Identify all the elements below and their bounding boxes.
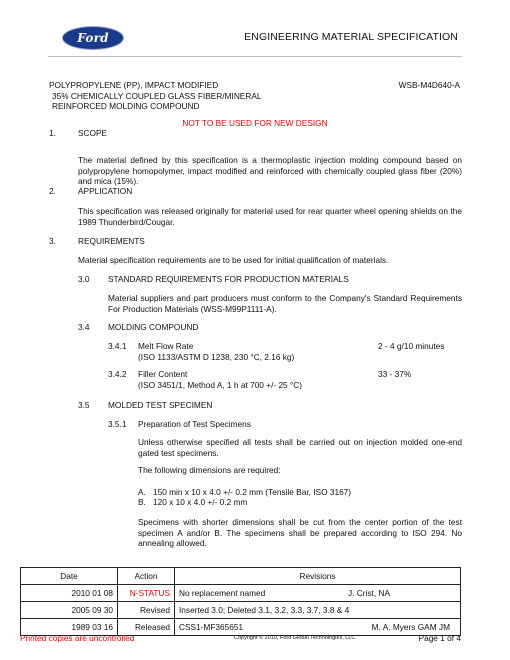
revision-action: Revised bbox=[118, 602, 175, 619]
revision-author: J. Crist, NA bbox=[348, 588, 390, 598]
section-3-0-heading: STANDARD REQUIREMENTS FOR PRODUCTION MATERIALS bbox=[108, 274, 349, 284]
filler-content-label bbox=[138, 369, 302, 390]
melt-flow-method: (ISO 1133/ASTM D 1238, 230 °C, 2.16 kg) bbox=[138, 351, 295, 362]
uncontrolled-notice: Printed copies are uncontrolled bbox=[20, 633, 135, 643]
material-line-3: REINFORCED MOLDING COMPOUND bbox=[52, 101, 200, 112]
revision-cell bbox=[175, 602, 461, 619]
revision-date: 1989 03 16 bbox=[21, 619, 118, 636]
section-3-4-heading: MOLDING COMPOUND bbox=[108, 322, 199, 332]
page-number: Page 1 of 4 bbox=[418, 633, 461, 643]
item-3-5-1-number: 3.5.1 bbox=[108, 419, 127, 429]
revision-text: No replacement named bbox=[179, 588, 266, 598]
dimension-b-text: 120 x 10 x 4.0 +/- 0.2 mm bbox=[153, 497, 248, 507]
section-3-0-text: Material suppliers and part producers must conform to the Company's Standard Requirements For Production Materials (WSS-M99P1111-A). bbox=[108, 293, 462, 314]
dimensions-intro: The following dimensions are required: bbox=[138, 465, 281, 475]
section-3-5-heading: MOLDED TEST SPECIMEN bbox=[108, 400, 213, 410]
dimension-a-text: 150 min x 10 x 4.0 +/- 0.2 mm (Tensile Bar, ISO 3167) bbox=[153, 487, 352, 497]
section-2-heading: APPLICATION bbox=[78, 186, 133, 196]
filler-content-value: 33 - 37% bbox=[378, 369, 412, 379]
scope-text: The material defined by this specification is a thermoplastic injection molding compound based on polypropylene homopolymer, impact modified and reinforced with chemically coupled glass fiber (20%) and mica (15%). bbox=[78, 155, 462, 187]
material-line-1: POLYPROPYLENE (PP), IMPACT MODIFIED bbox=[49, 80, 219, 90]
revision-date: 2010 01 08 bbox=[21, 585, 118, 602]
dimension-b-label: B. bbox=[138, 497, 146, 507]
dimension-a-label: A. bbox=[138, 487, 146, 497]
section-3-number: 3. bbox=[49, 236, 56, 246]
copyright-notice: Copyright © 2010, Ford Global Technologies, LLC bbox=[234, 635, 356, 641]
revision-header-row bbox=[21, 568, 461, 585]
ford-logo bbox=[62, 26, 124, 50]
item-3-4-1-number: 3.4.1 bbox=[108, 341, 127, 351]
revisions-header: Revisions bbox=[175, 568, 461, 585]
date-header: Date bbox=[21, 568, 118, 585]
item-3-4-2-number: 3.4.2 bbox=[108, 369, 127, 379]
section-3-5-number: 3.5 bbox=[78, 400, 90, 410]
filler-content-method: (ISO 3451/1, Method A, 1 h at 700 +/- 25 °C) bbox=[138, 379, 303, 390]
requirements-text: Material specification requirements are to be used for initial qualification of materials. bbox=[78, 255, 389, 265]
revision-text: Inserted 3.0; Deleted 3.1, 3.2, 3.3, 3.7, 3.8 & 4 bbox=[179, 605, 350, 615]
section-1-heading: SCOPE bbox=[78, 128, 108, 138]
application-text: This specification was released originally for material used for rear quarter wheel opening shields on the 1989 Thunderbird/Cougar. bbox=[78, 206, 462, 227]
revision-date: 2005 09 30 bbox=[21, 602, 118, 619]
revision-action: Released bbox=[118, 619, 175, 636]
material-line-2: 35% CHEMICALLY COUPLED GLASS FIBER/MINERAL bbox=[52, 90, 262, 101]
table-row bbox=[21, 585, 461, 602]
section-2-number: 2. bbox=[49, 186, 56, 196]
document-title: ENGINEERING MATERIAL SPECIFICATION bbox=[244, 31, 458, 43]
header-divider bbox=[48, 56, 462, 57]
material-title bbox=[49, 80, 261, 112]
revision-table bbox=[20, 567, 461, 636]
melt-flow-label bbox=[138, 341, 294, 362]
section-1-number: 1. bbox=[49, 128, 56, 138]
item-3-5-1-heading: Preparation of Test Specimens bbox=[138, 419, 251, 429]
status-notice: NOT TO BE USED FOR NEW DESIGN bbox=[182, 118, 328, 128]
action-header: Action bbox=[118, 568, 175, 585]
filler-content-name: Filler Content bbox=[138, 369, 188, 379]
table-row bbox=[21, 602, 461, 619]
section-3-heading: REQUIREMENTS bbox=[78, 236, 145, 246]
section-3-4-number: 3.4 bbox=[78, 322, 90, 332]
revision-author: M. A. Myers GAM JM bbox=[371, 622, 450, 632]
melt-flow-value: 2 - 4 g/10 minutes bbox=[378, 341, 445, 351]
test-specimen-intro: Unless otherwise specified all tests shall be carried out on injection molded one-end gated test specimens. bbox=[138, 437, 462, 458]
revision-action: N-STATUS bbox=[118, 585, 175, 602]
section-3-0-number: 3.0 bbox=[78, 274, 90, 284]
revision-text: CSS1-MF365651 bbox=[179, 622, 244, 632]
logo-text: Ford bbox=[77, 31, 109, 45]
melt-flow-name: Melt Flow Rate bbox=[138, 341, 194, 351]
spec-number: WSB-M4D640-A bbox=[398, 80, 460, 90]
revision-cell bbox=[175, 585, 461, 602]
specimen-cutting-note: Specimens with shorter dimensions shall be cut from the center portion of the test specimen A and/or B. The specimens shall be prepared according to ISO 294. No annealing allowed. bbox=[138, 517, 462, 549]
